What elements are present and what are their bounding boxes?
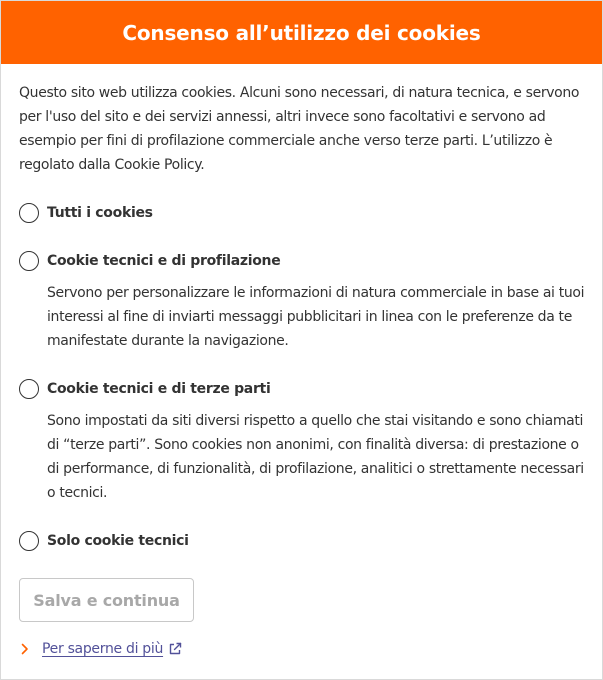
learn-more-link[interactable]: Per saperne di più (42, 641, 164, 657)
learn-more-row[interactable] (21, 641, 182, 657)
chevron-right-icon (21, 641, 33, 657)
option-description: Sono impostati da siti diversi rispetto a quello che stai visitando e sono chiamati di “terze parti”. Sono cookies non anonimi, con finalità diversa: di prestazione o di performance, di funzionalità, di profilazione, analitici o strettamente necessari o tecnici. (47, 413, 584, 501)
option-description: Servono per personalizzare le informazioni di natura commerciale in base ai tuoi interessi al fine di inviarti messaggi pubblicitari in linea con le preferenze da te manifestate durante la navigazione. (47, 285, 585, 349)
intro-text: Questo sito web utilizza cookies. Alcuni sono necessari, di natura tecnica, e servono per l'uso del sito e dei servizi annessi, altri invece sono facoltativi e servono ad esempio per fini di profilazione commerciale anche verso terze parti. L’utilizzo è regolato dalla Cookie Policy. (19, 85, 580, 173)
external-link-icon[interactable] (168, 642, 182, 656)
radio-unchecked-icon[interactable] (19, 203, 39, 223)
option-solo-cookie-tecnici[interactable] (19, 531, 189, 551)
save-and-continue-button[interactable]: Salva e continua (19, 578, 194, 622)
option-cookie-tecnici-profilazione[interactable] (19, 251, 280, 271)
option-label[interactable]: Solo cookie tecnici (47, 533, 189, 549)
radio-unchecked-icon[interactable] (19, 251, 39, 271)
option-label[interactable]: Tutti i cookies (47, 205, 153, 221)
dialog-title: Consenso all’utilizzo dei cookies (122, 20, 481, 45)
option-cookie-tecnici-terze-parti[interactable] (19, 379, 270, 399)
option-label[interactable]: Cookie tecnici e di terze parti (47, 381, 271, 397)
option-tutti-i-cookies[interactable] (19, 203, 153, 223)
radio-unchecked-icon[interactable] (19, 379, 39, 399)
dialog-header (1, 1, 602, 64)
radio-unchecked-icon[interactable] (19, 531, 39, 551)
option-label[interactable]: Cookie tecnici e di profilazione (47, 253, 281, 269)
